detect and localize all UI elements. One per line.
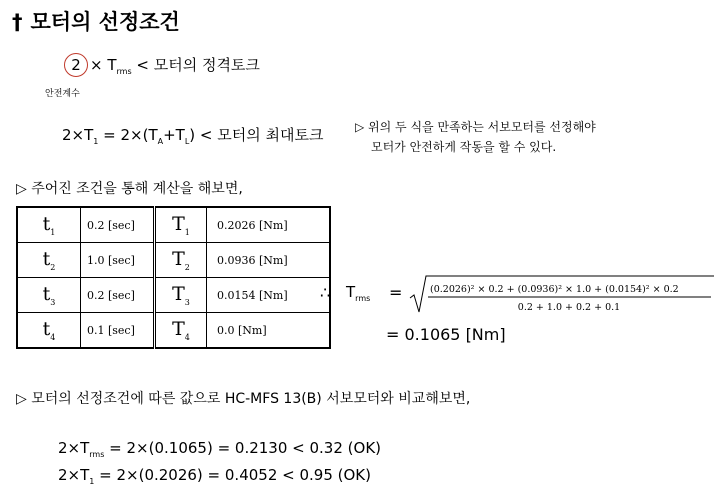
safety-factor-circle: 2 [64,53,88,77]
cond2-a: 2×T [62,126,94,144]
trms-label [346,283,370,303]
time-value [81,207,155,243]
torque-symbol-text: T [172,248,185,271]
note-line-1: ▷ 위의 두 식을 만족하는 서보모터를 선정해야 [355,120,596,134]
time-torque-table [16,206,331,349]
compare-intro: ▷ 모터의 선정조건에 따른 값으로 HC-MFS 13(B) 서보모터와 비교해보면, [16,391,471,407]
torque-symbol [155,243,207,278]
condition1-sub: rms [116,67,132,76]
torque-symbol-sub: 2 [184,262,190,272]
torque-value [207,313,331,349]
torque-value [207,207,331,243]
torque-symbol-text: T [172,318,185,341]
torque-value-text: 0.2026 [Nm] [217,218,288,232]
torque-symbol-text: T [172,213,185,236]
check1-b: = 2×(0.1065) = 0.2130 < 0.32 (OK) [104,439,382,457]
torque-value [207,278,331,313]
torque-symbol-text: T [172,283,185,306]
torque-value-text: 0.0 [Nm] [217,323,267,337]
cond2-c-sub: L [184,137,190,146]
torque-symbol [155,207,207,243]
torque-symbol-sub: 3 [184,297,190,307]
time-symbol [17,278,81,313]
table-row [17,313,330,349]
dagger-icon: † [12,10,23,34]
time-value-text: 0.1 [sec] [87,323,135,337]
time-symbol [17,313,81,349]
time-value [81,313,155,349]
cond2-b: = 2×(T [98,126,158,144]
time-symbol-sub: 1 [50,227,56,237]
page-title [12,6,180,36]
trms-result: = 0.1065 [Nm] [386,325,506,344]
condition-rated-torque [64,53,260,77]
cond2-b-sub: A [157,137,164,146]
trms-sub: rms [355,294,371,303]
condition1-tail: < 모터의 정격토크 [131,56,260,74]
torque-value [207,243,331,278]
check1-a: 2×T [58,439,90,457]
formula-numerator: (0.2026)² × 0.2 + (0.0936)² × 1.0 + (0.0154)² × 0.2 [430,284,679,295]
time-symbol-sub: 4 [50,332,56,342]
time-symbol-sub: 2 [50,262,56,272]
selection-note [355,117,596,157]
page-title-text: 모터의 선정조건 [30,10,180,34]
safety-factor-label: 안전계수 [45,89,80,99]
condition-max-torque [62,124,323,146]
check1-sub: rms [89,450,105,459]
check-line-rms [58,439,381,459]
cond2-d: ) < 모터의 최대토크 [189,126,324,144]
table-row [17,278,330,313]
time-symbol [17,207,81,243]
time-value [81,278,155,313]
torque-symbol [155,278,207,313]
calc-intro: ▷ 주어진 조건을 통해 계산을 해보면, [16,181,243,197]
torque-symbol-sub: 4 [184,332,190,342]
time-symbol [17,243,81,278]
note-line-2: 모터가 안전하게 작동을 할 수 있다. [371,140,557,154]
check-line-t1 [58,466,371,486]
check2-a: 2×T [58,466,90,484]
time-symbol-text: t [42,318,51,341]
time-symbol-sub: 3 [50,297,56,307]
time-value-text: 1.0 [sec] [87,253,135,267]
check2-b: = 2×(0.2026) = 0.4052 < 0.95 (OK) [94,466,371,484]
equals-sign: = [389,283,403,302]
table-row [17,207,330,243]
cond2-a-sub: 1 [93,137,99,146]
table-row [17,243,330,278]
check2-sub: 1 [89,477,95,486]
time-value-text: 0.2 [sec] [87,288,135,302]
therefore-symbol: ∴ [320,283,331,302]
torque-value-text: 0.0154 [Nm] [217,288,288,302]
time-symbol-text: t [42,283,51,306]
condition1-times: × T [90,56,117,74]
torque-symbol-sub: 1 [184,227,190,237]
time-value-text: 0.2 [sec] [87,218,135,232]
cond2-c: +T [163,126,185,144]
torque-value-text: 0.0936 [Nm] [217,253,288,267]
formula-denominator: 0.2 + 1.0 + 0.2 + 0.1 [517,302,621,313]
rms-formula [408,272,716,316]
trms-T: T [346,283,356,301]
time-symbol-text: t [42,248,51,271]
time-value [81,243,155,278]
time-symbol-text: t [42,213,51,236]
torque-symbol [155,313,207,349]
